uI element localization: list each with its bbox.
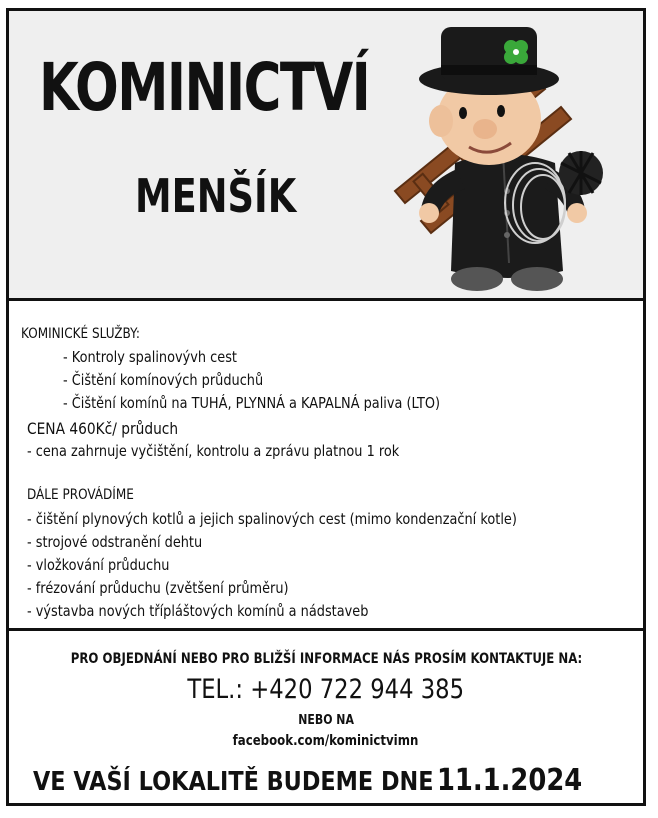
service-item: - Čištění komínů na TUHÁ, PLYNNÁ a KAPALNÁ paliva (LTO) — [63, 394, 441, 412]
contact-phone: TEL.: +420 722 944 385 — [187, 674, 465, 705]
visit-text: VE VAŠÍ LOKALITĚ BUDEME DNE — [33, 767, 434, 797]
contact-or: NEBO NA — [298, 713, 354, 728]
company-subtitle: MENŠÍK — [135, 169, 297, 223]
visit-date-line — [33, 763, 582, 798]
more-service-item: - vložkování průduchu — [27, 556, 170, 574]
price-note: - cena zahrnuje vyčištění, kontrolu a zprávu platnou 1 rok — [27, 442, 400, 460]
company-title: KOMINICTVÍ — [39, 49, 370, 126]
flyer-frame — [6, 8, 646, 806]
more-service-item: - frézování průduchu (zvětšení průměru) — [27, 579, 289, 597]
service-item: - Kontroly spalinovývh cest — [63, 348, 237, 366]
chimney-sweep-mascot-icon — [385, 13, 643, 299]
more-service-item: - výstavba nových třípláštových komínů a nádstaveb — [27, 602, 369, 620]
more-service-item: - čištění plynových kotlů a jejich spalinových cest (mimo kondenzační kotle) — [27, 510, 517, 528]
contact-section — [9, 634, 643, 803]
service-item: - Čištění komínových průduchů — [63, 371, 264, 389]
visit-date: 11.1.2024 — [436, 763, 583, 798]
more-services-heading: DÁLE PROVÁDÍME — [27, 487, 134, 503]
contact-facebook: facebook.com/kominictvimn — [233, 733, 419, 749]
header-banner — [9, 11, 643, 301]
contact-intro: PRO OBJEDNÁNÍ NEBO PRO BLIŽŠÍ INFORMACE NÁS PROSÍM KONTAKTUJE NA: — [70, 651, 582, 667]
price-label: CENA 460Kč/ průduch — [27, 419, 179, 438]
services-heading: KOMINICKÉ SLUŽBY: — [21, 326, 140, 342]
more-service-item: - strojové odstranění dehtu — [27, 533, 203, 551]
services-section — [9, 304, 643, 631]
